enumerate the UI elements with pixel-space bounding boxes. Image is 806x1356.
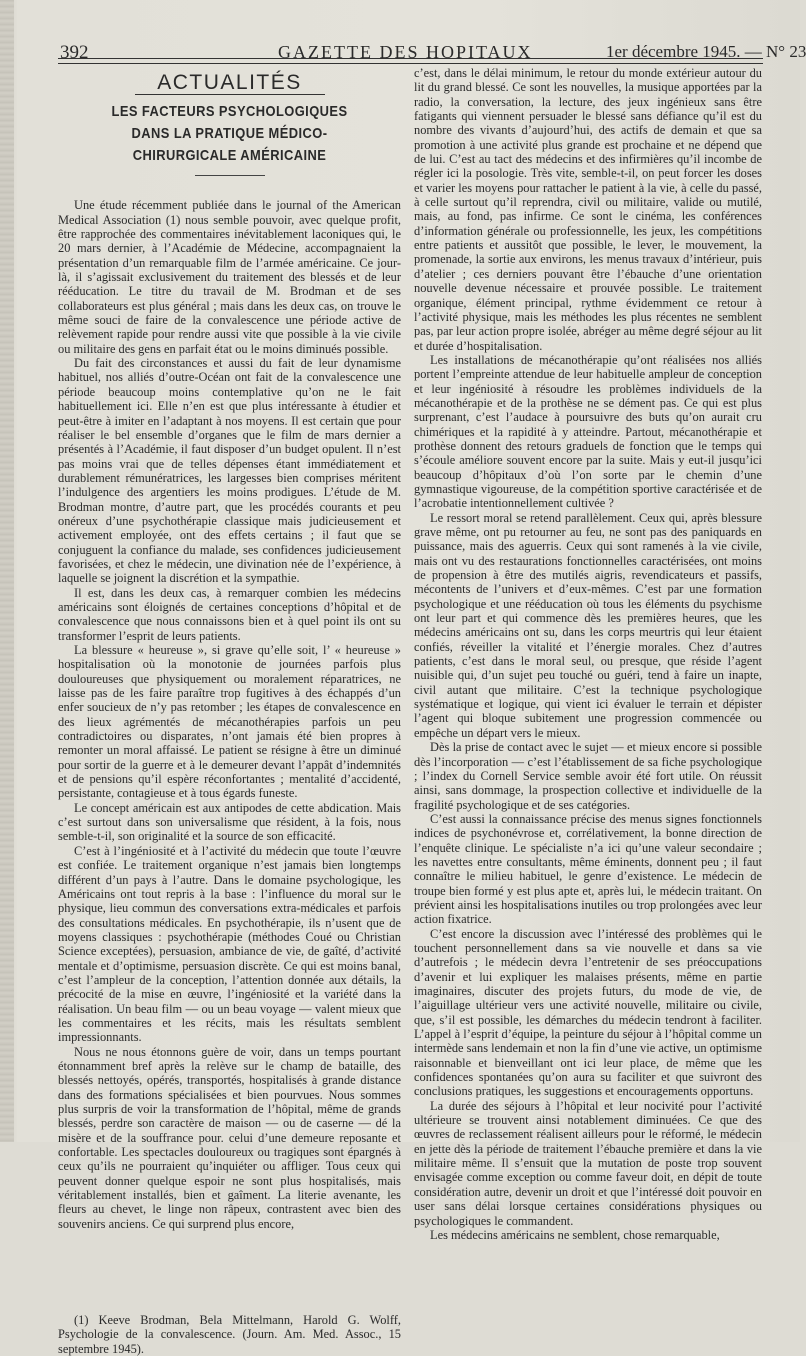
article-title-line-2: DANS LA PRATIQUE MÉDICO-CHIRURGICALE AMÉRICAINE: [131, 125, 328, 165]
paragraph: Le concept américain est aux antipodes de cette abdication. Mais c’est surtout dans son universalisme que résident, à la fois, nous semble-t-il, son originalité et la source de son efficacité.: [58, 800, 401, 844]
paragraph: C’est aussi la connaissance précise des menus signes fonctionnels indices de psychonévrose et, corrélativement, la bonne direction de l’enquête clinique. Le spécialiste n’a ici qu’une valeur secondaire ; les navettes entre consultants, même éminents, donnent peu ; il faut connaître le milieu habituel, le genre d’existence. Le médecin de troupe bien formé y est plus apte et, après lui, le médecin traitant. On prévient ainsi les hospitalisations inutiles ou trop prolongées avec leur action fixatrice.: [414, 811, 762, 927]
page-binding: [0, 0, 14, 1142]
page-number: 392: [60, 42, 89, 63]
right-column: [414, 66, 762, 1242]
article-title-line-1: LES FACTEURS PSYCHOLOGIQUES: [111, 103, 348, 121]
paragraph: C’est à l’ingéniosité et à l’activité du médecin que toute l’œuvre est confiée. Le traitement organique n’est jamais bien longtemps différent d’un pays à l’autre. Dans le domaine psychologique, les Américains ont tout repris à la base : l’influence du moral sur le physique, lieu commun des conversations extra-médicales et parfois des consultations médicales. En psychothérapie, ils n’usent que de moyens classiques : psychothérapie (méthodes Coué ou Christian Science exceptées), persuasion, ambiance de vie, de gaîté, d’activité mentale et d’optimisme, persuasion discrète. Ce qui est moins banal, c’est l’ampleur de la conception, l’attention donnée aux détails, la précocité de la mise en œuvre, l’ingéniosité et la variété dans la réalisation. Un beau film — ou un beau voyage — valent mieux que les commentaires et les récits, mais les résultats semblent impressionnants.: [58, 843, 401, 1045]
issue-date: 1er décembre 1945. — N° 23: [606, 42, 806, 61]
paragraph: Les installations de mécanothérapie qu’ont réalisées nos alliés portent l’empreinte attendue de leur habituelle ampleur de conception et leur ingéniosité à résoudre les problèmes individuels de la mécanothérapie et de la prothèse ne se dément pas. Ce qui est plus surprenant, c’est l’audace à poursuivre des buts qu’on aurait cru chimériques et la rapidité à y atteindre. Partout, mécanothérapie et prothèse donnent des retours graduels de fonction que le temps qui s’écoule améliore souvent encore par la suite. Mais y eut-il jusqu’ici beaucoup d’hôpitaux d’où l’on sorte par le chemin d’une gymnastique vigoureuse, de la compétition sportive caractérisée et de l’acrobatie intentionnellement cultivée ?: [414, 352, 762, 511]
paragraph: C’est encore la discussion avec l’intéressé des problèmes qui le touchent personnellement dans sa vie nouvelle et dans sa vie d’autrefois ; le médecin devra l’entretenir de ses préoccupations d’avenir et lui expliquer les malaises présents, même en partie imaginaires, discuter des projets futurs, du mode de vie, de l’aiguillage ultérieur vers une activité nouvelle, militaire ou civile, que, s’il est possible, les démarches du médecin tendront à faciliter. L’appel à l’esprit d’équipe, la peinture du séjour à l’hôpital comme un intermède sans lendemain et non la fin d’une vie active, un optimisme raisonnable et bienveillant ont ici leur place, de même que les confidences spontanées qu’on aura su faciliter et que suivront des conclusions pratiques, les suggestions et encouragements opportuns.: [414, 926, 762, 1099]
journal-title: GAZETTE DES HOPITAUX: [278, 42, 533, 62]
paragraph: Dès la prise de contact avec le sujet — et mieux encore si possible dès l’incorporation — c’est l’établissement de sa fiche psychologique ; l’index du Cornell Service semble avoir été fort utile. On réussit ainsi, sans dommage, la prospection collective et individuelle de la fragilité psychologique et de ses catégories.: [414, 740, 762, 812]
paragraph: Une étude récemment publiée dans le journal of the American Medical Association (1) nous semble pouvoir, avec quelque profit, être rapprochée des commentaires inévitablement laconiques qui, le 20 mars dernier, à l’Académie de Médecine, accompagnaient la présentation d’un remarquable film de l’armée américaine. Ce jour-là, il s’agissait exclusivement du traitement des blessés et de leur rééducation. Le titre du travail de M. Brodman et de ses collaborateurs est plus général ; mais dans les deux cas, on trouve le même souci de faire de la convalescence une période active de relèvement rapide pour rendre aussi vite que possible à la vie civile ou militaire des gens en parfait état ou le moins diminués possible.: [58, 198, 401, 356]
section-rule: [135, 94, 325, 95]
left-column: [58, 66, 401, 1356]
article-title: [82, 101, 377, 167]
paragraph: La blessure « heureuse », si grave qu’elle soit, l’ « heureuse » hospitalisation où la monotonie de journées parfois plus douloureuses que physiquement ou moralement réparatrices, ne laisse pas de les faire paraître trop fugitives à des échappés d’un enfer soucieux de n’y pas retomber ; les étapes de convalescence en des lieux agrémentés de mécanothérapies parfois un peu contradictoires ou disparates, n’ont jamais été bien propres à remonter un moral affaissé. Le patient se résigne à être un diminué pour sortir de la guerre et à le demeurer devant l’appât d’indemnités et de pensions qu’il espère réconfortantes ; mentalité d’accidenté, persistante, contagieuse et à tous égards funeste.: [58, 643, 401, 801]
paragraph: Du fait des circonstances et aussi du fait de leur dynamisme habituel, nos alliés d’outre-Océan ont fait de la convalescence une période beaucoup moins contemplative qu’on ne le fait habituellement ici. Elle n’en est que plus intéressante à étudier et peut-être à imiter en l’adaptant à nos moyens. Il est certain que pour réaliser le bel ensemble d’organes que le film de mars dernier a présentés à l’Académie, il faut disposer d’un budget opulent. Il n’est pas moins vrai que de telles dépenses étant immédiatement et durablement rémunératrices, les largesses bien comprises méritent l’indulgence des argentiers les moins prodigues. L’étude de M. Brodman montre, d’autre part, que les procédés courants et peu onéreux d’une psychothérapie classique mais judicieusement et activement employée, ont des effets certains ; il faut que se conjuguent la confiance du malade, ses confidences judicieusement favorisées, et chez le médecin, une divination née de l’expérience, à laquelle se joignent la discrétion et la sympathie.: [58, 356, 401, 586]
header-rule: [58, 58, 763, 64]
footnote: (1) Keeve Brodman, Bela Mittelmann, Harold G. Wolff, Psychologie de la convalescence. (Journ. Am. Med. Assoc., 15 septembre 1945).: [58, 1313, 401, 1356]
title-rule: [195, 175, 265, 176]
section-title: ACTUALITÉS: [157, 71, 302, 94]
paragraph: Il est, dans les deux cas, à remarquer combien les médecins américains sont éloignés de certaines conceptions d’hôpital et de convalescence que nous connaissons bien et à quel point ils ont su transformer l’esprit de leurs patients.: [58, 585, 401, 643]
paragraph: c’est, dans le délai minimum, le retour du monde extérieur autour du lit du grand blessé. Ce sont les nouvelles, la musique apportées par la radio, la conversation, la lecture, des jeux ingénieux sans être fatigants qui viennent persuader le blessé sans défiance qu’il est du nombre des vivants d’aujourd’hui, des actifs de demain et que sa promotion à une activité plus grande est prochaine et ne dépend que de lui. C’est au tact des médecins et des infirmières qu’il incombe de régler ici la posologie. Très vite, semble-t-il, on peut forcer les doses et varier les moyens pour rattacher le patient à la vie, à celle du passé, à celle surtout qu’il reprendra, civil ou militaire, valide ou mutilé, mais, au fond, pas infirme. Ce sont le cinéma, les conférences d’information générale ou professionnelle, les jeux, les compétitions entre patients et aussitôt que possible, le lever, le mouvement, la promenade, la sortie aux environs, les menus travaux d’intérieur, puis d’atelier ; ces derniers pouvant être l’ébauche d’une orientation nouvelle devenue nécessaire et prouvée possible. Le traitement organique, élément principal, rythme évidemment ce retour à l’activité physique, mais les méthodes les plus récentes ne semblent pas, par leur action propre isolée, abréger au même degré séjour au lit et durée d’hospitalisation.: [414, 66, 762, 353]
running-header: [58, 30, 806, 63]
footnote-spacer: [58, 1231, 401, 1313]
paragraph: La durée des séjours à l’hôpital et leur nocivité pour l’activité ultérieure se trouvent ainsi notablement diminuées. Ce que des œuvres de reclassement réalisent ailleurs pour le réformé, le médecin en jette dès la période de traitement l’ébauche première et dans la vie militaire même. Il s’ensuit que la mutation de poste trop souvent envisagée comme exception ou comme faveur doit, en dépit de toute considération autre, devenir un droit et que l’intéressé doit pouvoir en user sans délai lorsque certaines considérations physiques ou psychologiques le commandent.: [414, 1098, 762, 1228]
paragraph: Nous ne nous étonnons guère de voir, dans un temps pourtant étonnamment bref après la relève sur le champ de bataille, des blessés nettoyés, opérés, transportés, hospitalisés à grande distance dans des formations spécialisées et bien pourvues. Nous sommes plus surpris de voir la transformation de l’hôpital, même de grands blessés, perdre son caractère de maison — ou de caserne — dé la misère et de la souffrance pour. celui d’une demeure reposante et confortable. Les spectacles douloureux ou tragiques sont épargnés à ceux qu’ils ne pourraient qu’inquiéter ou affliger. Tous ceux qui peuvent donner quelque espoir ne sont plus hospitalisés, mais véritablement installés, bien et gaîment. La literie avenante, les fleurs au chevet, le linge non râpeux, contrastent avec bien des souvenirs anciens. Ce qui surprend plus encore,: [58, 1044, 401, 1231]
paragraph: Les médecins américains ne semblent, chose remarquable,: [430, 1227, 720, 1242]
paragraph: Le ressort moral se retend parallèlement. Ceux qui, après blessure grave même, ont pu retourner au feu, ne sont pas des paniquards en puissance, mais des aguerris. Ceux qui sont ramenés à la vie civile, mais ont vu des restaurations fonctionnelles caractérisées, ont moins de propension à être des mutilés aigris, revendicateurs et passifs, mécontents de l’univers et d’eux-mêmes. C’est par une formation psychologique et une rééducation où tous les éléments du psychisme ont leur part et qui commence dès les premières heures, que les médecins américains ont su, dans les corps meurtris qui leur étaient confiés, réveiller la vitalité et l’énergie morales. Chez d’autres patients, c’est dans le moral seul, ou presque, que réside l’agent nuisible qui, d’un sujet peu touché ou guéri, tend à faire un inapte, civil autant que militaire. C’est la technique psychologique systématique et logique, qui vient ici évaluer le terrain et dépister l’agent qui bloque subitement une progression commencée ou empêche un départ vers le mieux.: [414, 510, 762, 740]
